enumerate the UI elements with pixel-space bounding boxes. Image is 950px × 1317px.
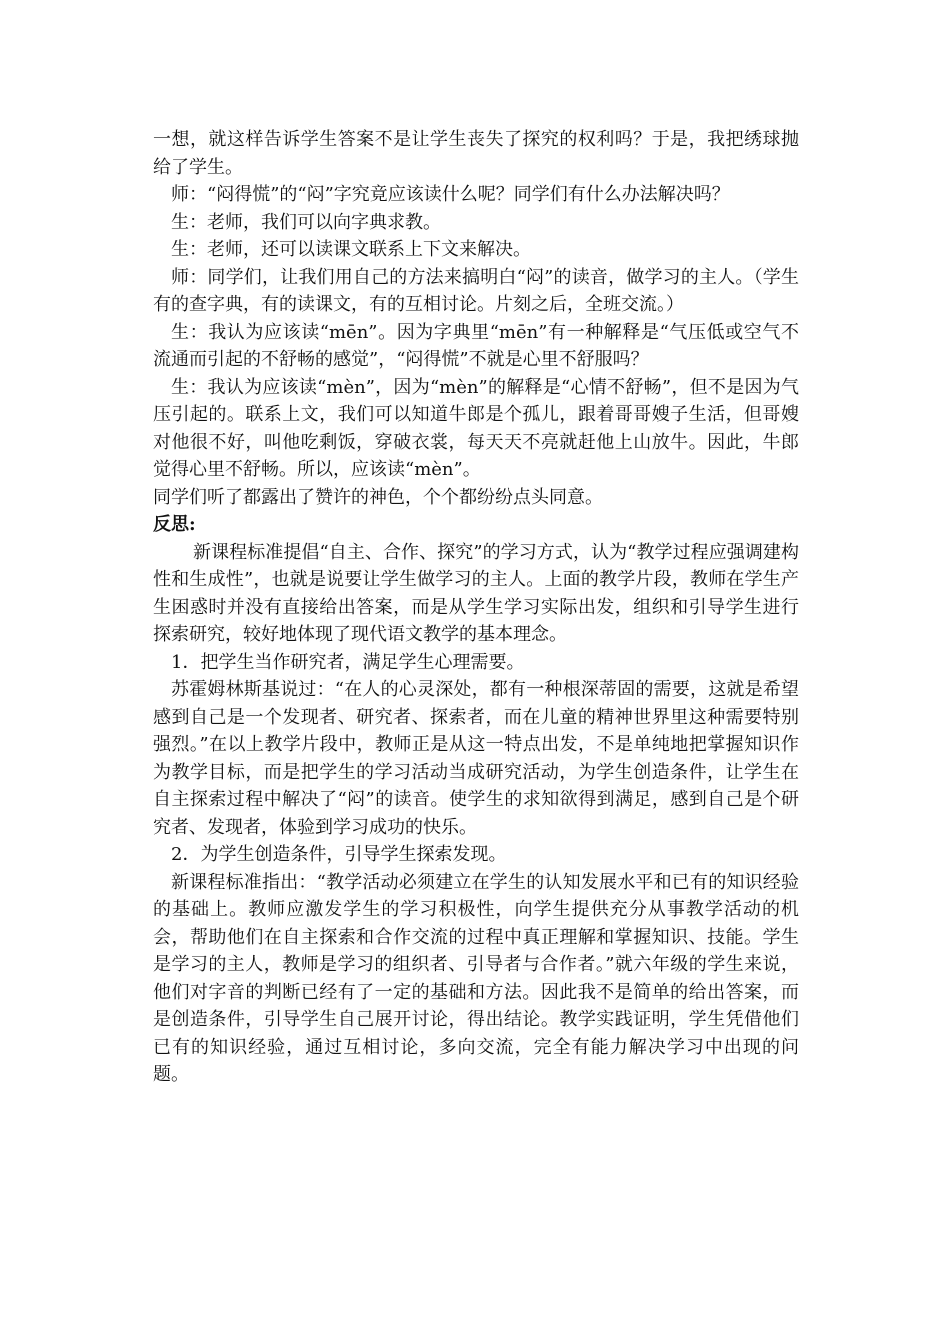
paragraph-class-agree: 同学们听了都露出了赞许的神色，个个都纷纷点头同意。 [153, 486, 603, 508]
paragraph-teacher-question: 师：“闷得慌”的“闷”字究竟应该读什么呢？同学们有什么办法解决吗？ [171, 184, 730, 205]
reflection-paragraph-intro: 新课程标准提倡“自主、合作、探究”的学习方式，认为“教学过程应强调建构性和生成性”，也就是说要让学生做学习的主人。上面的教学片段，教师在学生产生困惑时并没有直接给出答案，而是从学生学习实际出发，组织和引导学生进行探索研究，较好地体现了现代语文教学的基本理念。 [153, 541, 799, 645]
paragraph-teacher-guidance: 师：同学们，让我们用自己的方法来搞明白“闷”的读音，做学习的主人。（学生有的查字典，有的读课文，有的互相讨论。片刻之后，全班交流。） [153, 266, 799, 315]
reflection-point-1-title: 1．把学生当作研究者，满足学生心理需要。 [171, 651, 525, 673]
reflection-heading: 反思: [153, 514, 196, 535]
paragraph-intro: 一想，就这样告诉学生答案不是让学生丧失了探究的权利吗？于是，我把绣球抛给了学生。 [153, 129, 799, 178]
reflection-point-2-title: 2．为学生创造条件，引导学生探索发现。 [171, 844, 507, 865]
paragraph-student-men1: 生：我认为应该读“mēn”。因为字典里“mēn”有一种解释是“气压低或空气不流通而引起的不舒畅的感觉”，“闷得慌”不就是心里不舒服吗？ [153, 321, 799, 370]
paragraph-student-context: 生：老师，还可以读课文联系上下文来解决。 [171, 239, 531, 260]
paragraph-student-dictionary: 生：老师，我们可以向字典求教。 [171, 211, 441, 233]
document-page [153, 126, 799, 1089]
paragraph-student-men4: 生：我认为应该读“mèn”，因为“mèn”的解释是“心情不舒畅”，但不是因为气压引起的。联系上文，我们可以知道牛郎是个孤儿，跟着哥哥嫂子生活，但哥嫂对他很不好，叫他吃剩饭，穿破衣裳，每天天不亮就赶他上山放牛。因此，牛郎觉得心里不舒畅。所以，应该读“mèn”。 [153, 376, 799, 480]
reflection-point-2-body: 新课程标准指出：“教学活动必须建立在学生的认知发展水平和已有的知识经验的基础上。教师应激发学生的学习积极性，向学生提供充分从事教学活动的机会，帮助他们在自主探索和合作交流的过程中真正理解和掌握知识、技能。学生是学习的主人，教师是学习的组织者、引导者与合作者。”就六年级的学生来说，他们对字音的判断已经有了一定的基础和方法。因此我不是简单的给出答案，而是创造条件，引导学生自己展开讨论，得出结论。教学实践证明，学生凭借他们已有的知识经验，通过互相讨论，多向交流，完全有能力解决学习中出现的问题。 [153, 871, 799, 1085]
reflection-point-1-body: 苏霍姆林斯基说过：“在人的心灵深处，都有一种根深蒂固的需要，这就是希望感到自己是一个发现者、研究者、探索者，而在儿童的精神世界里这种需要特别强烈。”在以上教学片段中，教师正是从这一特点出发，不是单纯地把掌握知识作为教学目标，而是把学生的学习活动当成研究活动，为学生创造条件，让学生在自主探索过程中解决了“闷”的读音。使学生的求知欲得到满足，感到自己是个研究者、发现者，体验到学习成功的快乐。 [153, 679, 799, 838]
